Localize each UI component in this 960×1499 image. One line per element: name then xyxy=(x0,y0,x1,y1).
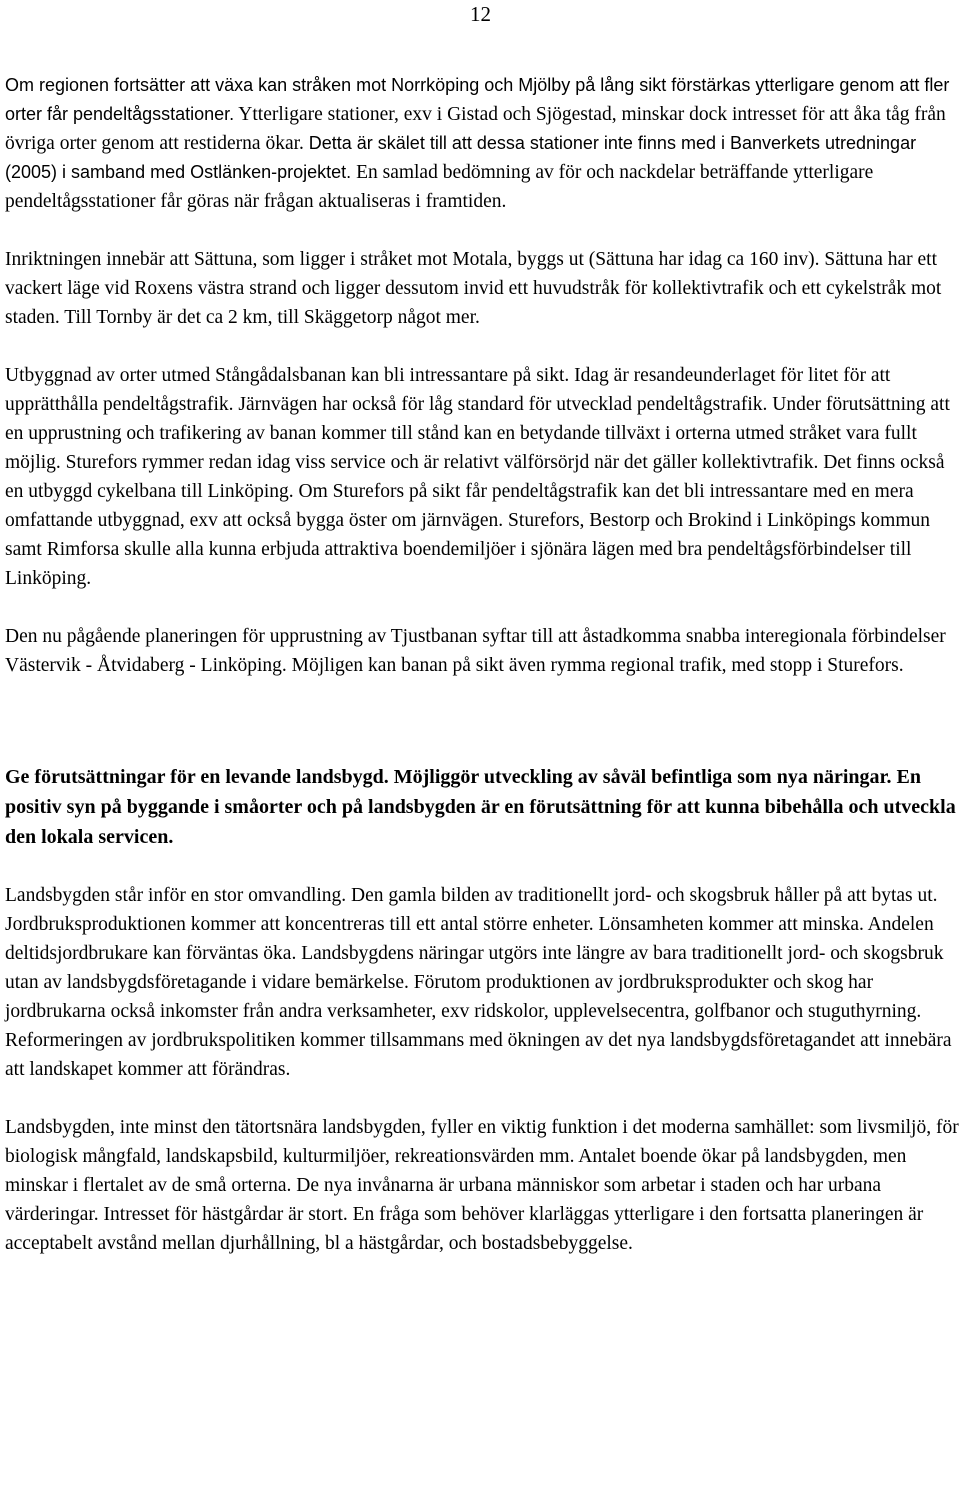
paragraph-segment: En samlad bedömning av för och nackdelar beträffande ytterligare pendeltågsstationer får göras när frågan aktualiseras i framtiden. xyxy=(5,162,874,212)
paragraph-stangadalsbanan: Utbyggnad av orter utmed Stångådalsbanan kan bli intressantare på sikt. Idag är resandeunderlaget för litet för att upprätthålla pendeltågstrafik. Järnvägen har också för låg standard för utvecklad pendeltågstrafik. Under förutsättning att en upprustning och trafikering av banan kommer till stånd kan en betydande tillväxt i orterna utmed stråket vara fullt möjlig. Sturefors rymmer redan idag viss service och är relativt välförsörjd när det gäller kollektivtrafik. Det finns också en utbyggd cykelbana till Linköping. Om Sturefors på sikt får pendeltågstrafik kan det bli intressantare med en mera omfattande utbyggnad, exv att också bygga öster om järnvägen. Sturefors, Bestorp och Brokind i Linköpings kommun samt Rimforsa skulle alla kunna erbjuda attraktiva boendemiljöer i sjönära lägen med bra pendeltågsförbindelser till Linköping. xyxy=(5,365,950,589)
section-heading: Ge förutsättningar för en levande landsbygd. Möjliggör utveckling av såväl befintliga som nya näringar. En positiv syn på byggande i småorter och på landsbygden är en förutsättning för att kunna bibehålla och utveckla den lokala servicen. xyxy=(5,766,956,848)
paragraph-landsbygd-funktion: Landsbygden, inte minst den tätortsnära landsbygden, fyller en viktig funktion i det moderna samhället: som livsmiljö, för biologisk mångfald, landskapsbild, kulturmiljöer, rekreationsvärden mm. Antalet boende ökar på landsbygden, men minskar i flertalet av de små orterna. De nya invånarna är urbana människor som arbetar i staden och har urbana värderingar. Intresset för hästgårdar är stort. En fråga som behöver klarläggas ytterligare i den fortsatta planeringen är acceptabelt avstånd mellan djurhållning, bl a hästgårdar, och bostadsbebyggelse. xyxy=(5,1117,959,1254)
paragraph-segment: Om regionen fortsätter att växa kan stråken mot Norrköping och Mjölby på lång sikt förstärkas ytterligare genom att fler orter får pendeltågsstationer. xyxy=(5,75,950,124)
paragraph-tjustbanan: Den nu pågående planeringen för upprustning av Tjustbanan syftar till att åstadkomma snabba interegionala förbindelser Västervik - Åtvidaberg - Linköping. Möjligen kan banan på sikt även rymma regional trafik, med stopp i Sturefors. xyxy=(5,626,946,676)
paragraph-sattuna xyxy=(5,245,959,332)
page-number: 12 xyxy=(470,2,491,26)
paragraph-landsbygd-omvandling: Landsbygden står inför en stor omvandling. Den gamla bilden av traditionellt jord- och skogsbruk håller på att bytas ut. Jordbruksproduktionen kommer att koncentreras till ett antal större enheter. Lönsamheten kommer att minska. Andelen deltidsjordbrukare kan förväntas öka. Landsbygdens näringar utgörs inte längre av bara traditionellt jord- och skogsbruk utan av landsbygdsföretagande i vidare bemärkelse. Förutom produktionen av jordbruksprodukter och skog har jordbrukarna också inkomster från andra verksamheter, exv ridskolor, upplevelsecentra, golfbanor och stuguthyrning. Reformeringen av jordbrukspolitiken kommer tillsammans med ökningen av det nya landsbygdsföretagandet att innebära att landskapet kommer att förändras. xyxy=(5,885,952,1080)
paragraph-segment: Ytterligare stationer, exv i Gistad och Sjögestad, minskar dock intresset för att åka tåg från övriga orter genom att restiderna ökar. xyxy=(5,104,946,154)
document-body xyxy=(5,71,959,1258)
paragraph-segment: Detta är skälet till att dessa stationer inte finns med i Banverkets utredningar (2005) i samband med Ostlänken-projektet. xyxy=(5,133,917,182)
paragraph-segment: Sättuna har ett vackert läge vid Roxens västra strand och ligger dessutom invid ett huvudstråk för kollektivtrafik och ett cykelstråk mot staden. Till Tornby är det ca 2 km, till Skäggetorp något mer. xyxy=(5,249,942,328)
paragraph-segment: Inriktningen innebär att Sättuna, som ligger i stråket mot Motala, byggs ut (Sättuna har idag ca 160 inv). xyxy=(5,249,820,270)
paragraph-regional-stations xyxy=(5,71,959,216)
